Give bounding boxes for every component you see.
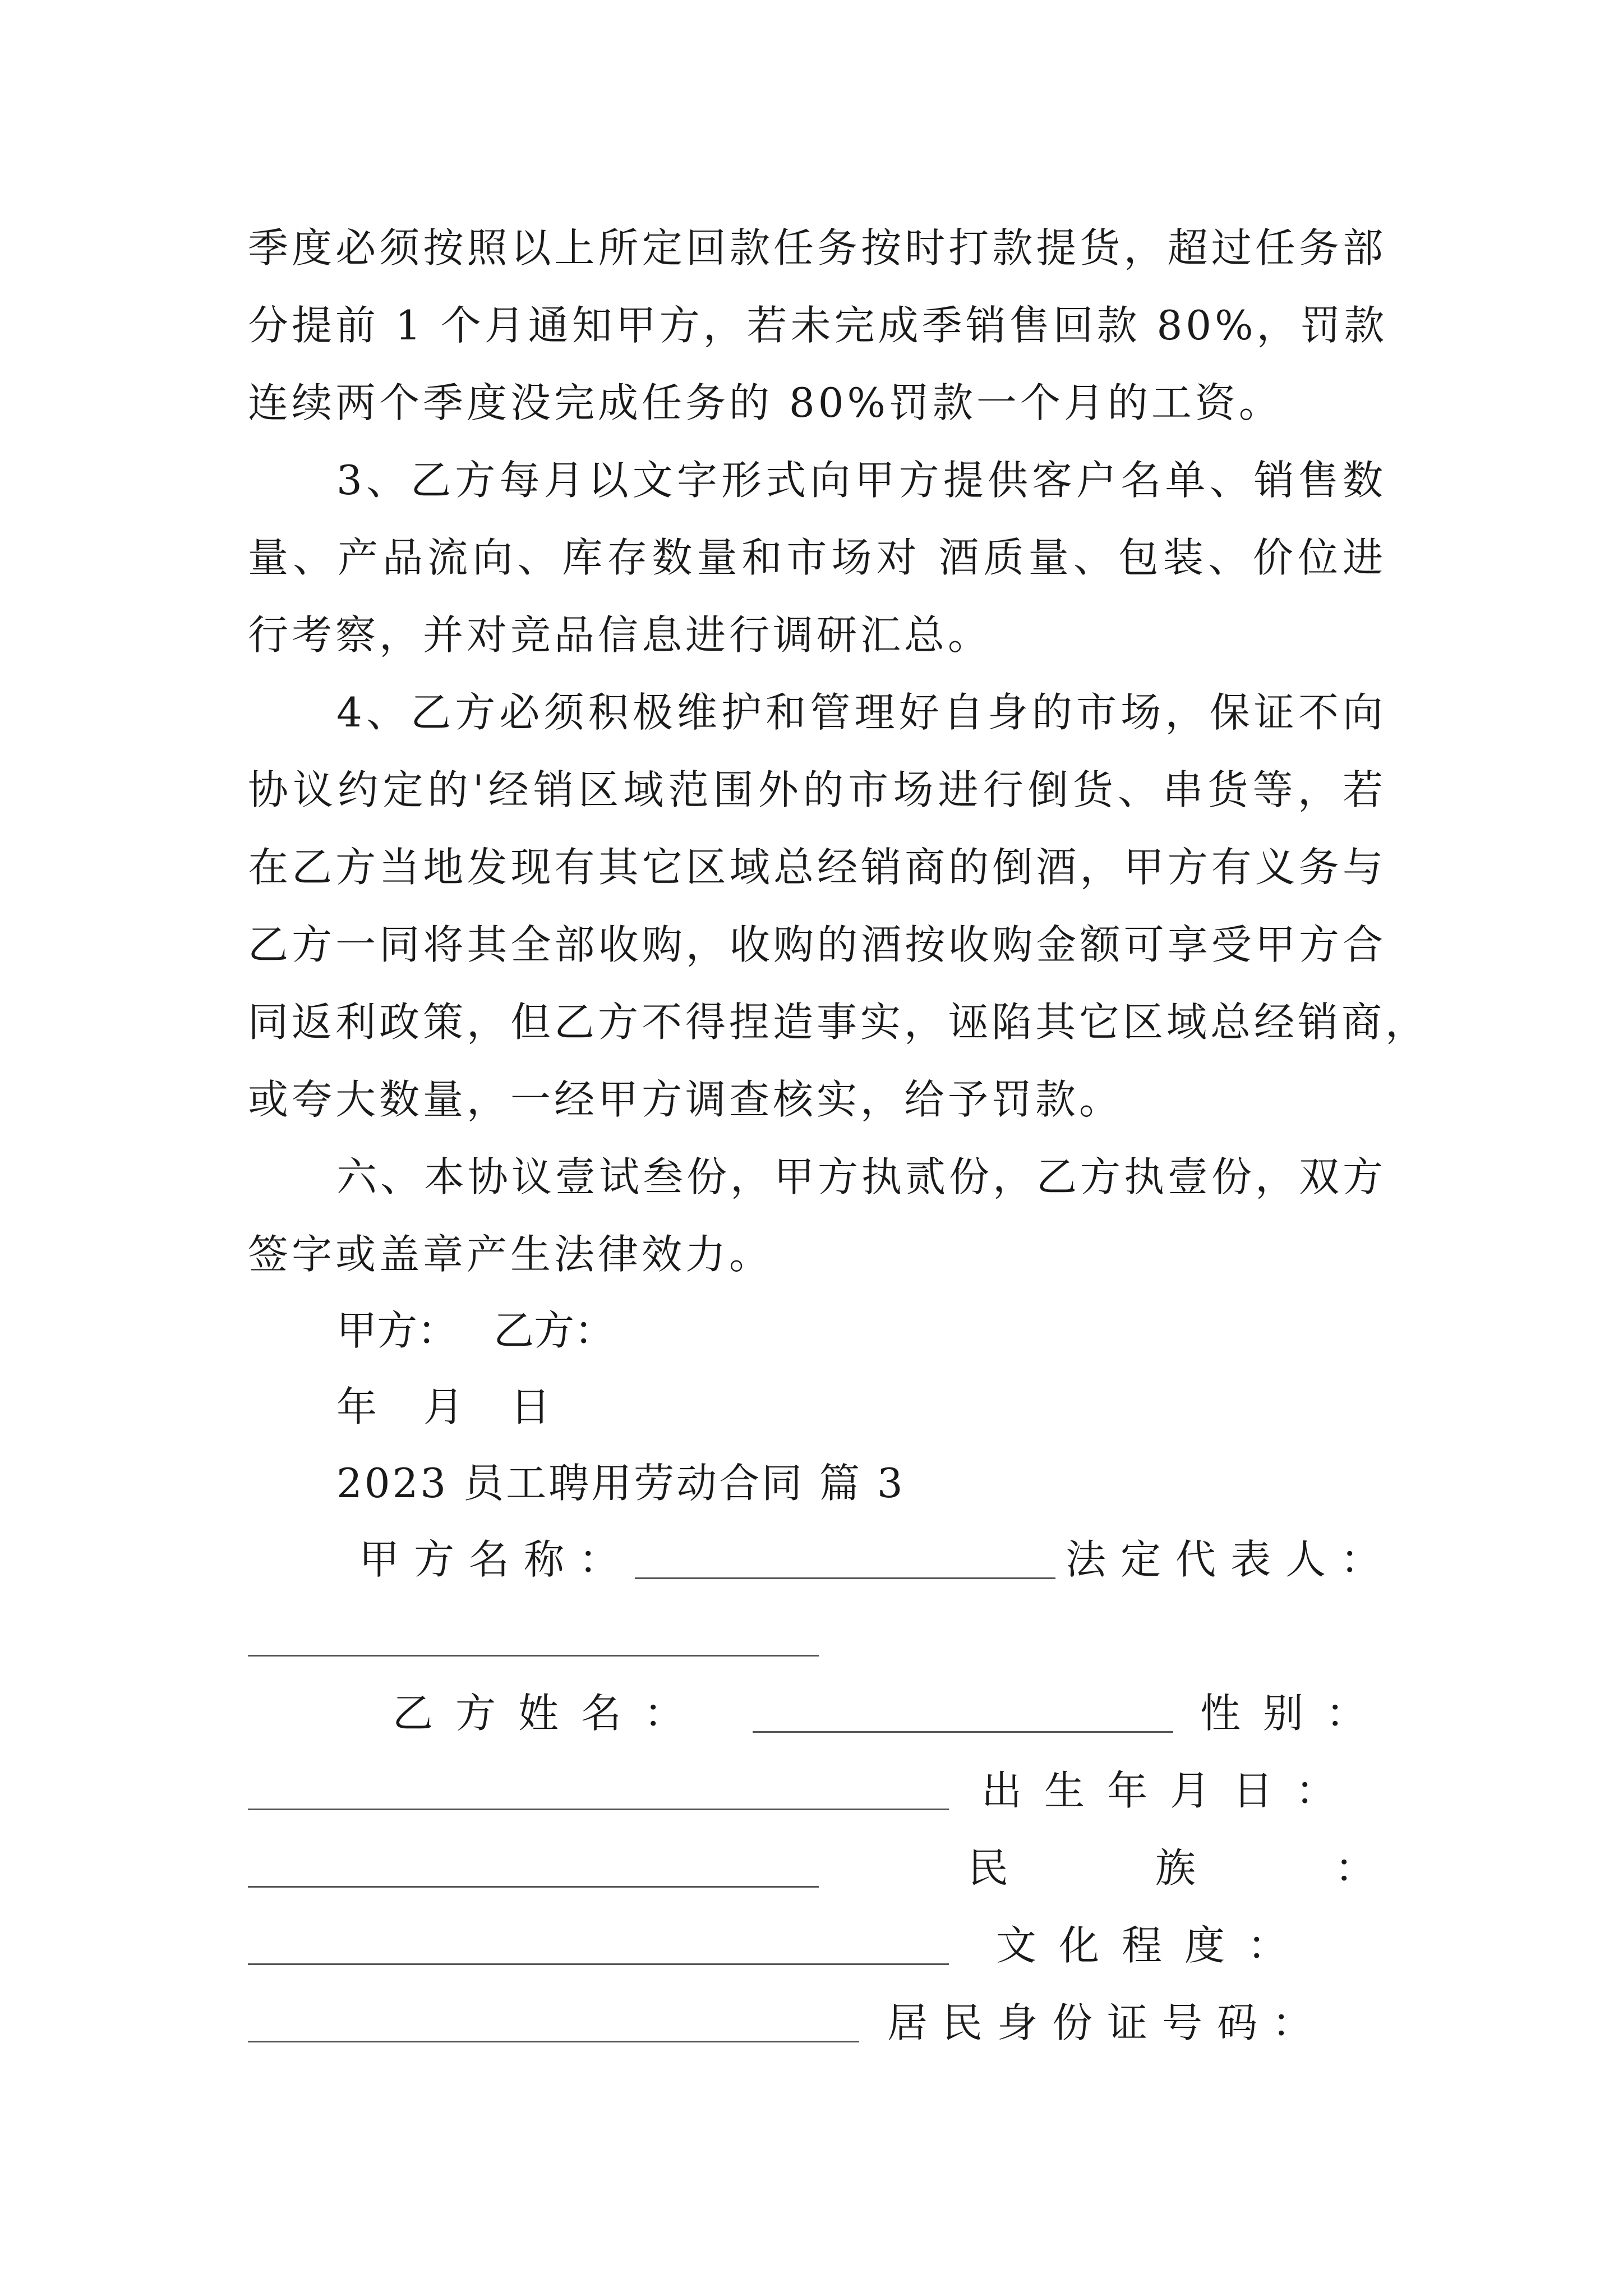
paragraph-line-12: 或夸大数量，一经甲方调查核实，给予罚款。 [248,1076,1123,1123]
signature-party-b: 乙方： [494,1307,615,1354]
legal-rep-label: 法定代表人： [1066,1536,1396,1583]
paragraph-line-3: 连续两个季度没完成任务的 80%罚款一个月的工资。 [248,379,1283,426]
party-b-name-label: 乙方姓名： [393,1690,707,1737]
party-a-name-field[interactable] [635,1577,1055,1579]
gender-field[interactable] [248,1809,949,1810]
party-a-name-label: 甲方名称： [359,1536,634,1583]
section-title: 2023 员工聘用劳动合同 篇 3 [336,1460,905,1507]
paragraph-line-6: 行考察，并对竞品信息进行调研汇总。 [248,611,992,659]
ethnicity-label-second: 族 [1155,1844,1196,1892]
paragraph-line-11: 同返利政策，但乙方不得捏造事实，诬陷其它区域总经销商， [248,999,1430,1046]
birth-date-label: 出生年月日： [981,1767,1359,1814]
signature-date: 年 月 日 [336,1383,568,1430]
ethnicity-field[interactable] [248,1963,949,1965]
birth-date-field[interactable] [248,1886,819,1888]
id-number-label: 居民身份证号码： [887,1999,1327,2046]
signature-party-a: 甲方： [336,1307,458,1354]
paragraph-line-2: 分提前 1 个月通知甲方，若未完成季销售回款 80%，罚款 [248,302,1388,349]
legal-rep-field[interactable] [248,1655,819,1657]
paragraph-line-4: 3、乙方每月以文字形式向甲方提供客户名单、销售数 [336,457,1386,504]
education-field[interactable] [248,2041,859,2042]
ethnicity-colon: ： [1335,1844,1376,1892]
paragraph-line-1: 季度必须按照以上所定回款任务按时打款提货，超过任务部 [248,224,1386,272]
paragraph-line-7: 4、乙方必须积极维护和管理好自身的市场，保证不向 [336,689,1386,736]
paragraph-line-9: 在乙方当地发现有其它区域总经销商的倒酒，甲方有义务与 [248,844,1386,891]
ethnicity-label-first: 民 [968,1844,1009,1892]
paragraph-line-5: 量、产品流向、库存数量和市场对 酒质量、包装、价位进 [248,534,1386,581]
gender-label: 性别： [1200,1690,1389,1737]
paragraph-line-14: 签字或盖章产生法律效力。 [248,1231,773,1278]
paragraph-line-13: 六、本协议壹试叁份，甲方执贰份，乙方执壹份，双方 [336,1153,1387,1200]
education-label: 文化程度： [996,1922,1311,1969]
party-b-name-field[interactable] [753,1731,1173,1733]
paragraph-line-10: 乙方一同将其全部收购，收购的酒按收购金额可享受甲方合 [248,921,1386,968]
paragraph-line-8: 协议约定的'经销区域范围外的市场进行倒货、串货等，若 [248,766,1386,813]
